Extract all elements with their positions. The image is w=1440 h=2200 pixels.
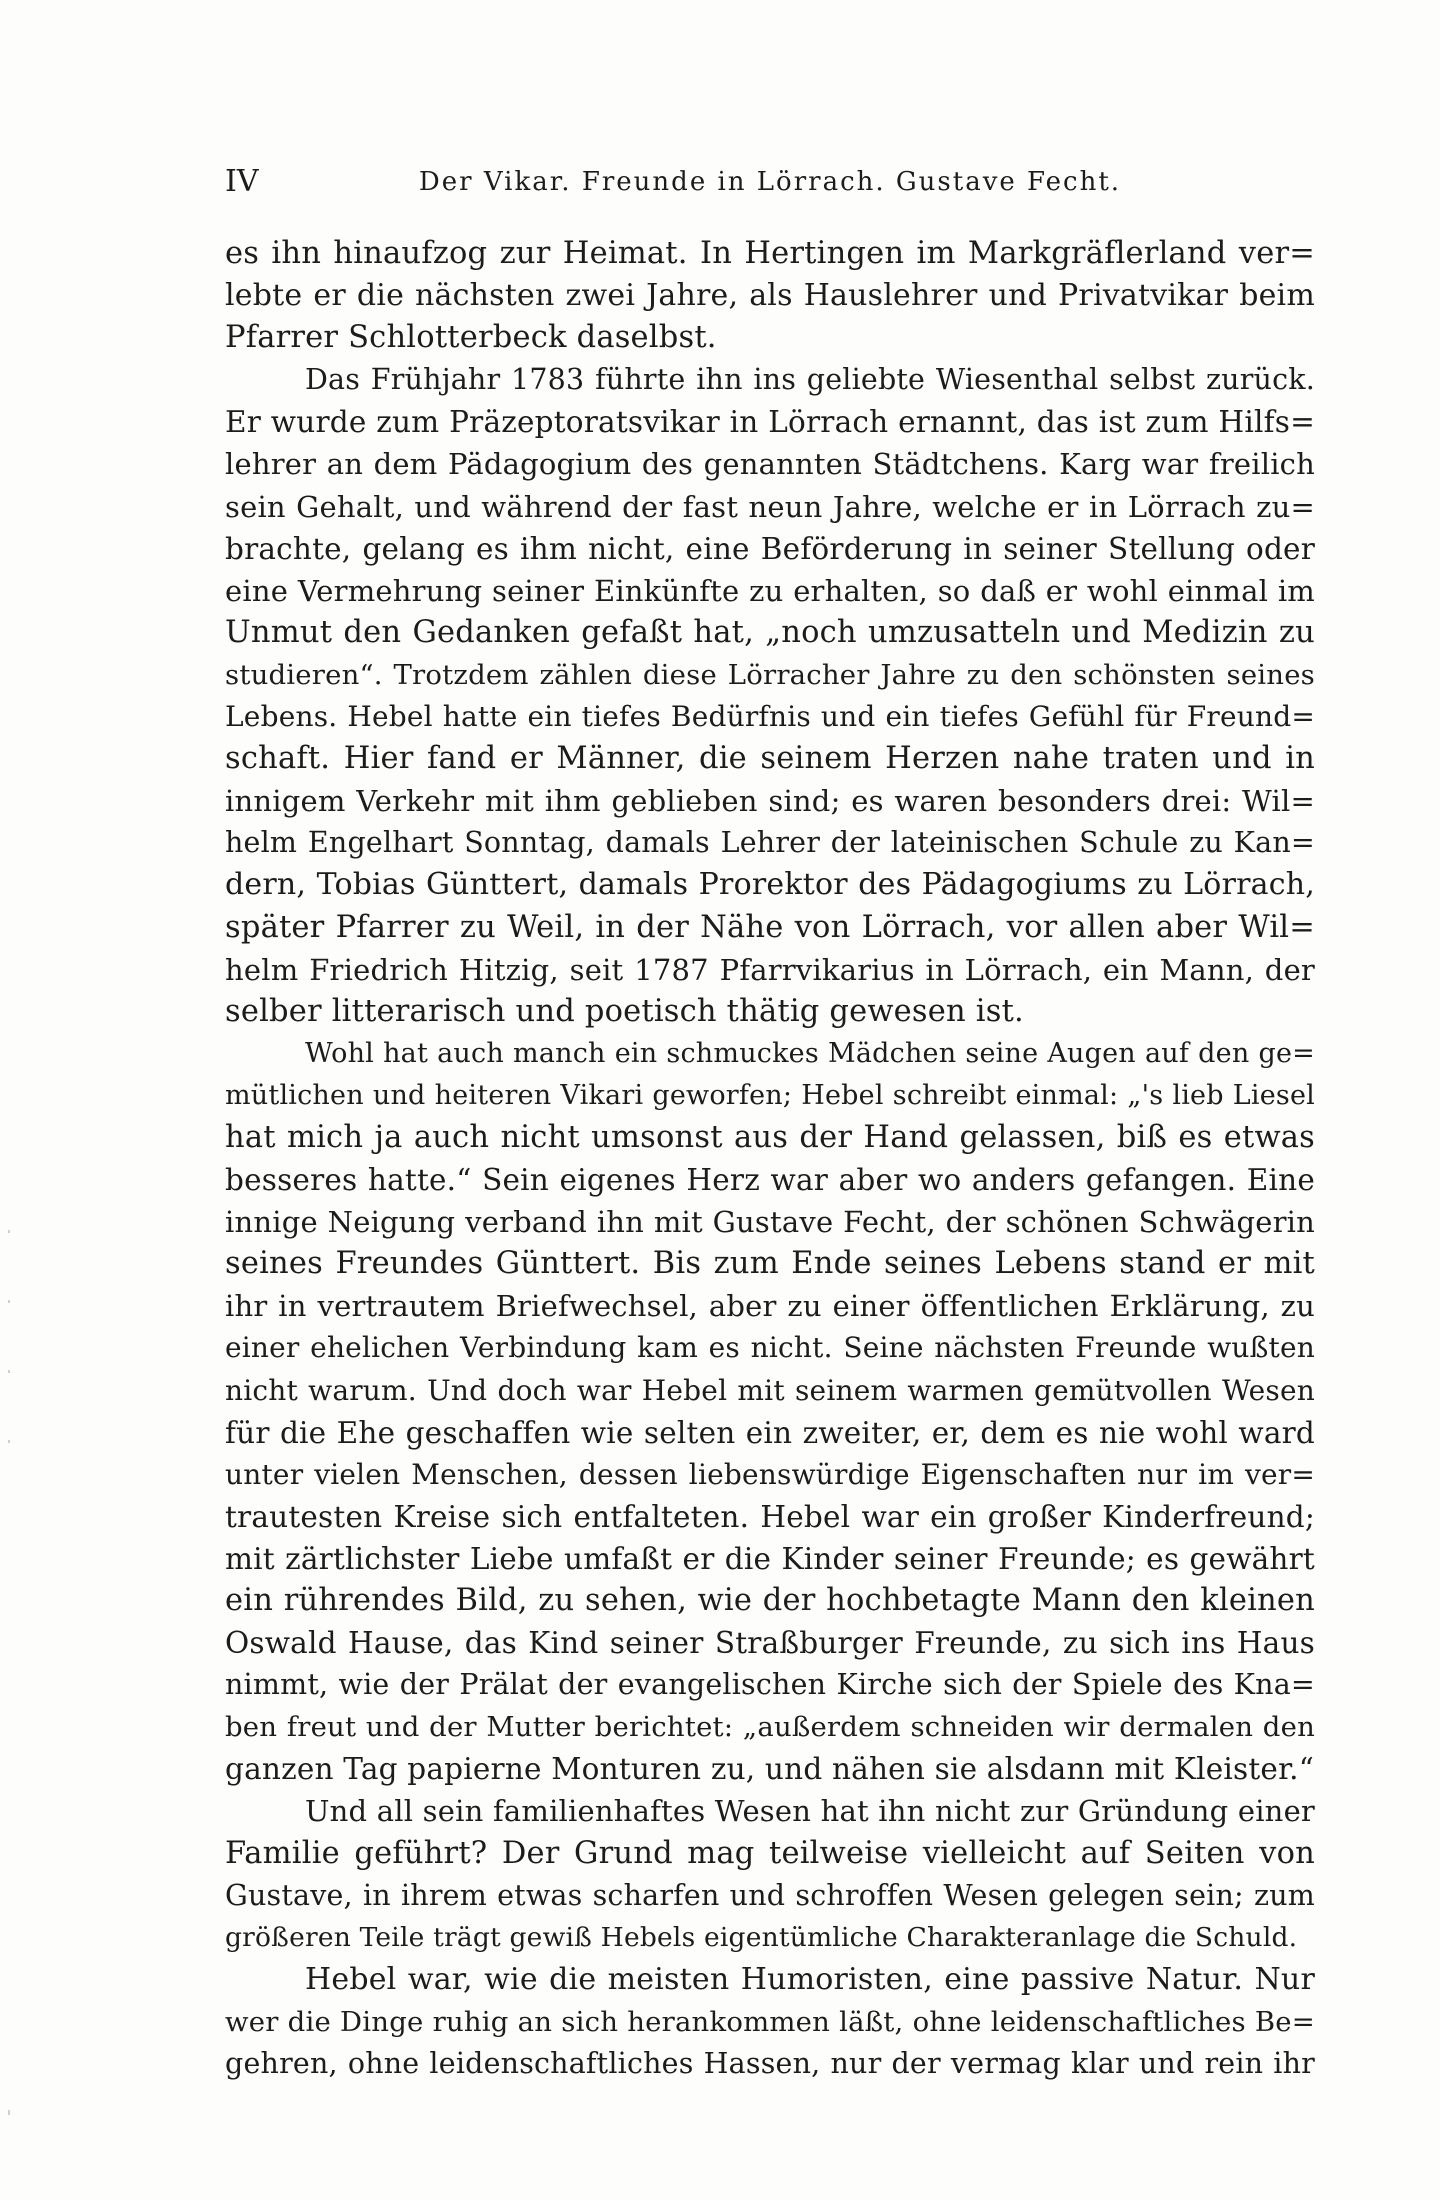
text-line: eine Vermehrung seiner Einkünfte zu erhalten, so daß er wohl einmal im — [225, 573, 1315, 608]
text-line: wer die Dinge ruhig an sich herankommen läßt, ohne leidenschaftliches Be= — [225, 2005, 1315, 2038]
scan-speck — [8, 2110, 10, 2115]
text-line: ein rührendes Bild, zu sehen, wie der hochbetagte Mann den kleinen — [225, 1583, 1315, 1618]
paragraph-start-line: Wohl hat auch manch ein schmuckes Mädchen seine Augen auf den ge= — [305, 1037, 1315, 1069]
text-line: später Pfarrer zu Weil, in der Nähe von Lörrach, vor allen aber Wil= — [225, 909, 1315, 945]
text-line: hat mich ja auch nicht umsonst aus der Hand gelassen, biß es etwas — [225, 1119, 1315, 1155]
text-line: helm Friedrich Hitzig, seit 1787 Pfarrvikarius in Lörrach, ein Mann, der — [225, 952, 1315, 987]
text-line: größeren Teile trägt gewiß Hebels eigentümliche Charakteranlage die Schuld. — [225, 1921, 1298, 1953]
text-line: Unmut den Gedanken gefaßt hat, „noch umzusatteln und Medizin zu — [225, 614, 1315, 650]
text-line: ben freut und der Mutter berichtet: „außerdem schneiden wir dermalen den — [225, 1711, 1315, 1744]
scan-speck — [8, 1370, 10, 1373]
text-line: mit zärtlichster Liebe umfaßt er die Kinder seiner Freunde; es gewährt — [225, 1541, 1315, 1576]
scan-speck — [8, 1230, 10, 1233]
text-line: einer ehelichen Verbindung kam es nicht. Seine nächsten Freunde wußten — [225, 1331, 1315, 1365]
scan-speck — [8, 1440, 10, 1443]
text-line: Pfarrer Schlotterbeck daselbst. — [225, 320, 717, 356]
text-line: brachte, gelang es ihm nicht, eine Beförderung in seiner Stellung oder — [225, 531, 1315, 566]
text-line: Gustave, in ihrem etwas scharfen und schroffen Wesen gelegen sein; zum — [225, 1878, 1315, 1912]
text-line: für die Ehe geschaffen wie selten ein zweiter, er, dem es nie wohl ward — [225, 1415, 1315, 1450]
text-line: dern, Tobias Günttert, damals Prorektor des Pädagogiums zu Lörrach, — [225, 867, 1315, 903]
text-line: trautesten Kreise sich entfalteten. Hebel war ein großer Kinderfreund; — [225, 1499, 1315, 1534]
text-line: mütlichen und heiteren Vikari geworfen; Hebel schreibt einmal: „'s lieb Liesel — [225, 1079, 1315, 1111]
page-header — [225, 160, 1315, 204]
text-line: innige Neigung verband ihn mit Gustave Fecht, der schönen Schwägerin — [225, 1205, 1315, 1240]
text-line: es ihn hinaufzog zur Heimat. In Hertingen im Markgräflerland ver= — [225, 236, 1315, 271]
text-line: ganzen Tag papierne Monturen zu, und nähen sie alsdann mit Kleister.“ — [225, 1752, 1314, 1787]
text-line: ihr in vertrautem Briefwechsel, aber zu einer öffentlichen Erklärung, zu — [225, 1289, 1315, 1324]
running-title: Der Vikar. Freunde in Lörrach. Gustave Fecht. — [418, 167, 1122, 197]
text-line: selber litterarisch und poetisch thätig gewesen ist. — [225, 993, 1024, 1029]
text-line: unter vielen Menschen, dessen liebenswürdige Eigenschaften nur im ver= — [225, 1457, 1315, 1491]
body-text — [225, 233, 1315, 2085]
text-line: schaft. Hier fand er Männer, die seinem Herzen nahe traten und in — [225, 741, 1315, 777]
text-line: sein Gehalt, und während der fast neun Jahre, welche er in Lörrach zu= — [225, 489, 1315, 524]
paragraph-start-line: Hebel war, wie die meisten Humoristen, eine passive Natur. Nur — [305, 1961, 1315, 1997]
text-line: Familie geführt? Der Grund mag teilweise vielleicht auf Seiten von — [225, 1835, 1315, 1871]
text-line: Oswald Hause, das Kind seiner Straßburger Freunde, zu sich ins Haus — [225, 1626, 1315, 1661]
text-line: lehrer an dem Pädagogium des genannten Städtchens. Karg war freilich — [225, 447, 1315, 482]
text-line: nimmt, wie der Prälat der evangelischen Kirche sich der Spiele des Kna= — [225, 1668, 1315, 1702]
text-line: seines Freundes Günttert. Bis zum Ende seines Lebens stand er mit — [225, 1246, 1315, 1282]
page-number: IV — [225, 164, 259, 199]
paragraph-start-line: Und all sein familienhaftes Wesen hat ihn nicht zur Gründung einer — [305, 1794, 1315, 1829]
text-line: nicht warum. Und doch war Hebel mit seinem warmen gemütvollen Wesen — [225, 1373, 1315, 1407]
text-line: besseres hatte.“ Sein eigenes Herz war aber wo anders gefangen. Eine — [225, 1163, 1315, 1198]
text-line: studieren“. Trotzdem zählen diese Lörracher Jahre zu den schönsten seines — [225, 658, 1315, 691]
paragraph-start-line: Das Frühjahr 1783 führte ihn ins geliebte Wiesenthal selbst zurück. — [305, 363, 1315, 397]
text-line: Lebens. Hebel hatte ein tiefes Bedürfnis und ein tiefes Gefühl für Freund= — [225, 700, 1315, 734]
text-line: Er wurde zum Präzeptoratsvikar in Lörrach ernannt, das ist zum Hilfs= — [225, 405, 1315, 440]
text-line: helm Engelhart Sonntag, damals Lehrer der lateinischen Schule zu Kan= — [225, 826, 1315, 860]
scan-speck — [8, 1300, 10, 1303]
text-line: innigem Verkehr mit ihm geblieben sind; es waren besonders drei: Wil= — [225, 784, 1315, 819]
text-line: gehren, ohne leidenschaftliches Hassen, nur der vermag klar und rein ihr — [225, 2047, 1315, 2081]
text-line: lebte er die nächsten zwei Jahre, als Hauslehrer und Privatvikar beim — [225, 278, 1315, 314]
